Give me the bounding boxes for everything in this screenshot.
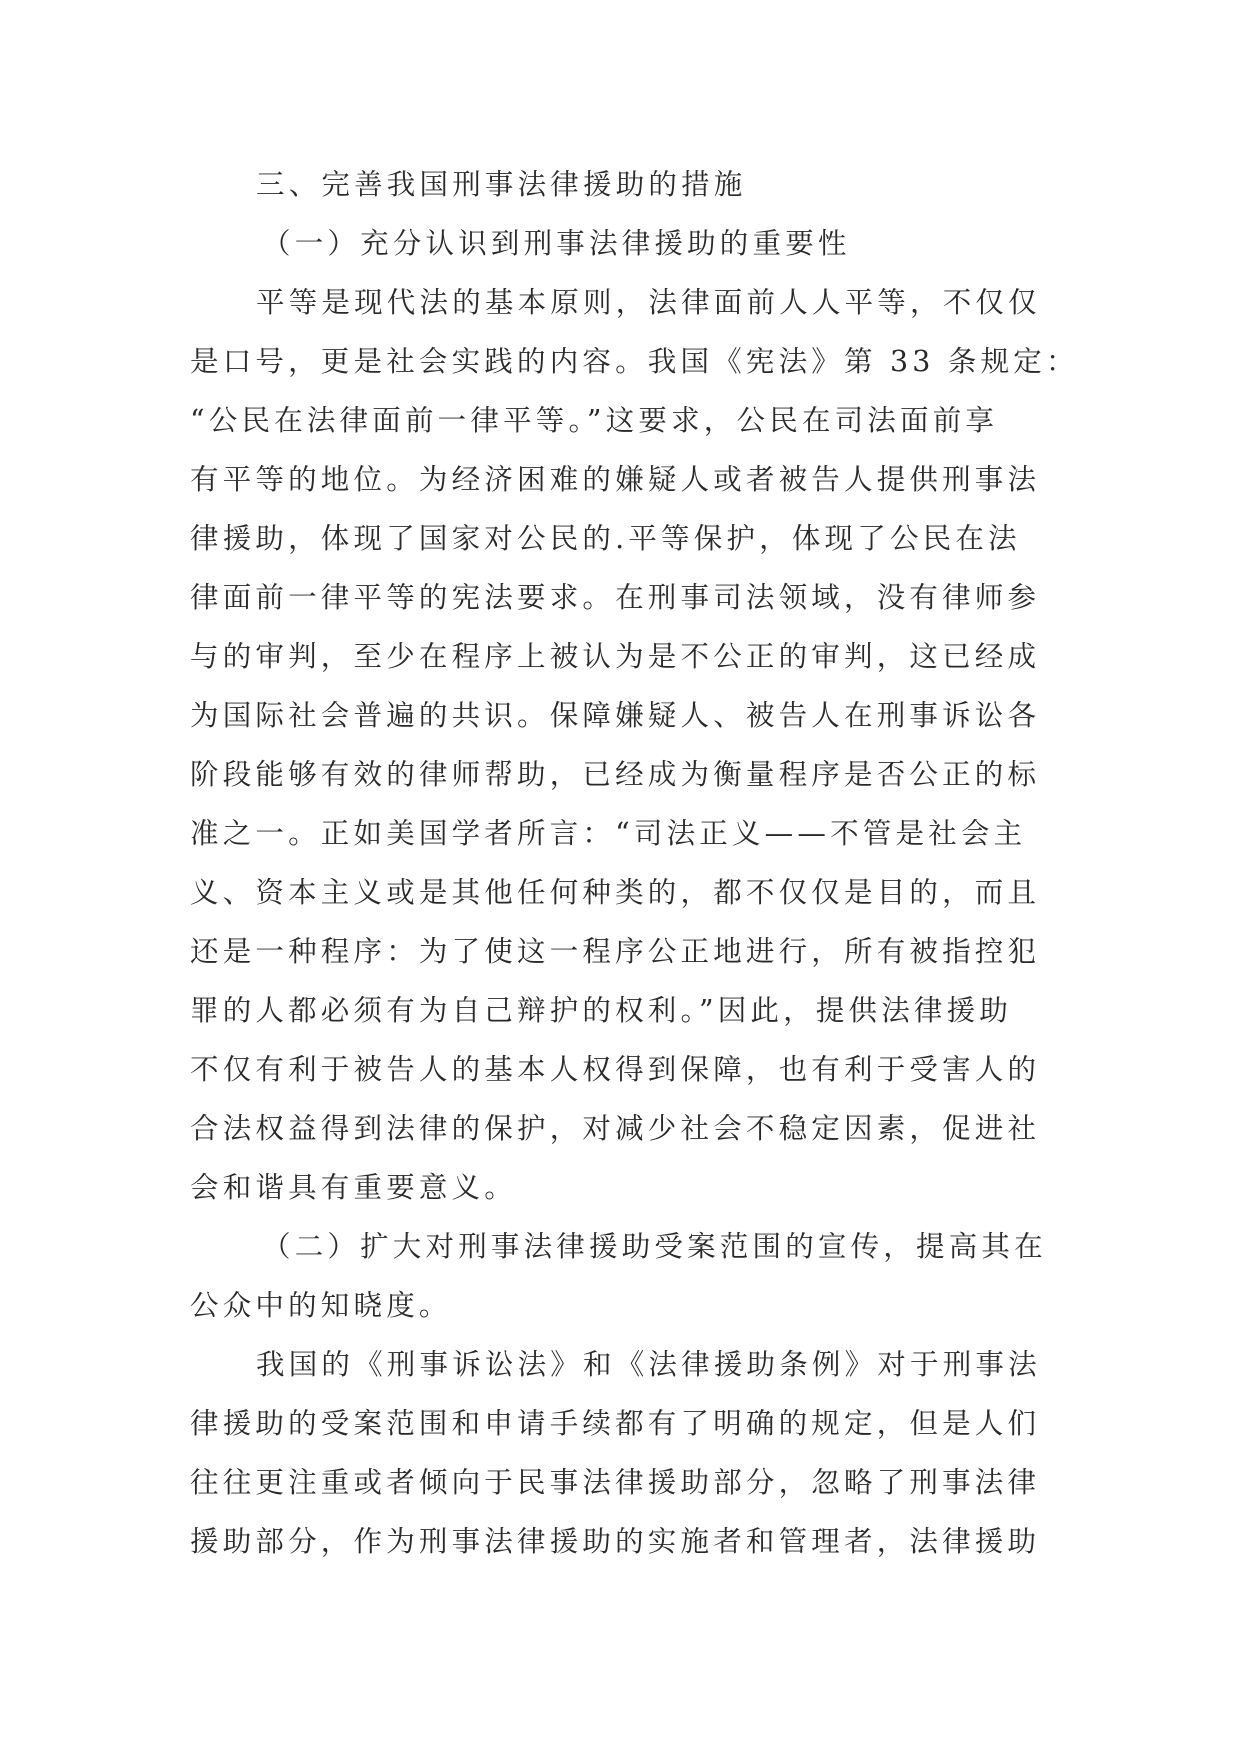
subsection-heading-1: （一）充分认识到刑事法律援助的重要性 <box>262 227 851 260</box>
subsection-heading-2: （二）扩大对刑事法律援助受案范围的宣传，提高其在 <box>262 1230 1047 1263</box>
text-line: 有平等的地位。为经济困难的嫌疑人或者被告人提供刑事法 <box>190 463 1041 496</box>
text-line: 援助部分，作为刑事法律援助的实施者和管理者，法律援助 <box>190 1525 1041 1558</box>
section-heading: 三、完善我国刑事法律援助的措施 <box>256 168 747 201</box>
text-line: 义、资本主义或是其他任何种类的，都不仅仅是目的，而且 <box>190 876 1041 909</box>
text-line: 律援助的受案范围和申请手续都有了明确的规定，但是人们 <box>190 1407 1041 1440</box>
text-line: 与的审判，至少在程序上被认为是不公正的审判，这已经成 <box>190 640 1041 673</box>
text-line: 不仅有利于被告人的基本人权得到保障，也有利于受害人的 <box>190 1053 1041 1086</box>
text-line: 平等是现代法的基本原则，法律面前人人平等，不仅仅 <box>256 286 1041 319</box>
text-line: 我国的《刑事诉讼法》和《法律援助条例》对于刑事法 <box>256 1348 1041 1381</box>
document-body <box>190 155 1079 1571</box>
text-line: 会和谐具有重要意义。 <box>190 1171 518 1204</box>
text-line: 律面前一律平等的宪法要求。在刑事司法领域，没有律师参 <box>190 581 1041 614</box>
text-line: 是口号，更是社会实践的内容。我国《宪法》第 33 条规定： <box>190 345 1079 378</box>
text-line: 往往更注重或者倾向于民事法律援助部分，忽略了刑事法律 <box>190 1466 1041 1499</box>
text-line: 罪的人都必须有为自己辩护的权利。”因此，提供法律援助 <box>190 994 1013 1027</box>
text-line: 阶段能够有效的律师帮助，已经成为衡量程序是否公正的标 <box>190 758 1041 791</box>
text-line: 准之一。正如美国学者所言：“司法正义——不管是社会主 <box>190 817 1027 850</box>
text-line: 律援助，体现了国家对公民的.平等保护，体现了公民在法 <box>190 522 1021 555</box>
text-line: 还是一种程序：为了使这一程序公正地进行，所有被指控犯 <box>190 935 1041 968</box>
text-line: 合法权益得到法律的保护，对减少社会不稳定因素，促进社 <box>190 1112 1041 1145</box>
text-line: 公众中的知晓度。 <box>190 1289 452 1322</box>
text-line: “公民在法律面前一律平等。”这要求，公民在司法面前享 <box>190 404 999 437</box>
text-line: 为国际社会普遍的共识。保障嫌疑人、被告人在刑事诉讼各 <box>190 699 1041 732</box>
